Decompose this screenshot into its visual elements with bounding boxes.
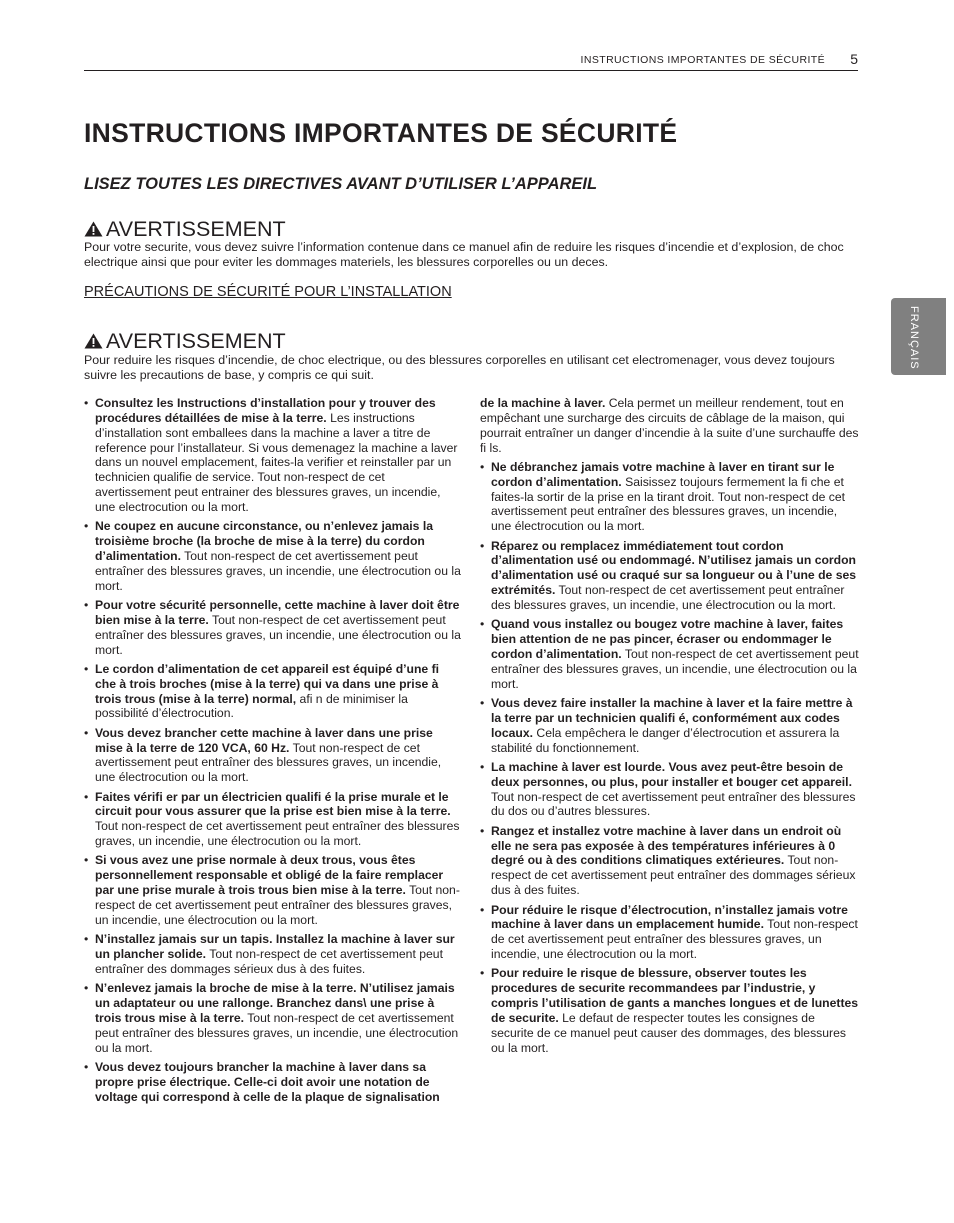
warning-label-1: AVERTISSEMENT: [106, 217, 286, 241]
safety-item: [480, 760, 860, 819]
bullet-icon: •: [84, 853, 89, 868]
warning-icon: [84, 333, 103, 349]
safety-item: [84, 932, 462, 977]
safety-item-bold: Rangez et installez votre machine à laver dans un endroit où elle ne sera pas exposée à des températures inférieures à 0 degré ou à des conditions climatiques extérieures.: [491, 823, 842, 868]
safety-item-text: Les instructions d’installation sont emballees dans la machine a laver a titre de reference pour l’installateur. Si vous demenagez la machine a laver dans un nouvel emplacement, faites-la verifier et reinstaller par un technicien qualifie de service. Tout non-respect de cet avertissement peut entrainer des blessures graves, un incendie, une electrocution ou la mort.: [95, 410, 458, 514]
safety-item-text: Tout non-respect de cet avertissement peut entraîner des blessures graves, un incendie, une électrocution ou la mort.: [491, 917, 858, 962]
bullet-icon: •: [480, 759, 485, 774]
safety-item: [84, 519, 462, 593]
safety-item-bold: N’installez jamais sur un tapis. Installez la machine à laver sur un plancher solide.: [95, 932, 455, 962]
safety-item-bold: Le cordon d’alimentation de cet appareil est équipé d’une fi che à trois broches (mise à la terre) qui va dans une prise à trois trous (mise à la terre) normal,: [95, 661, 440, 706]
safety-item-text: Tout non-respect de cet avertissement peut entraîner des blessures graves, un incendie, une électrocution ou la mort.: [95, 548, 461, 593]
bullet-icon: •: [84, 725, 89, 740]
safety-item-text: Tout non-respect de cet avertissement peut entraîner des blessures graves, un incendie, une électrocution ou la mort.: [95, 1010, 459, 1055]
safety-item: [84, 981, 462, 1055]
bullet-icon: •: [480, 902, 485, 917]
warning-text-1: Pour votre securite, vous devez suivre l’information contenue dans ce manuel afin de reduire les risques d’incendie et d’explosion, de choc electrique ainsi que pour eviter les dommages materiels, les blessures corporelles ou un deces.: [84, 240, 844, 269]
running-header: [84, 52, 858, 71]
language-tab-label: FRANÇAIS: [908, 306, 920, 370]
safety-item: [480, 696, 860, 755]
warning-label-2: AVERTISSEMENT: [106, 329, 286, 353]
safety-item: [84, 662, 462, 721]
safety-item-text: Le defaut de respecter toutes les consignes de securite de ce manuel peut causer des dommages, des blessures ou la mort.: [491, 1010, 846, 1055]
bullet-icon: •: [84, 932, 89, 947]
safety-item-bold: Vous devez faire installer la machine à laver et la faire mettre à la terre par un technicien qualifi é, conformément aux codes locaux.: [491, 696, 853, 740]
safety-item: [480, 966, 860, 1055]
safety-item-text: Tout non-respect de cet avertissement peut entraîner des blessures graves, un incendie, une électrocution ou la mort.: [491, 583, 845, 612]
safety-item: [84, 1060, 462, 1105]
bullet-icon: •: [480, 459, 485, 474]
safety-item: [84, 853, 462, 927]
safety-item-bold: Vous devez toujours brancher la machine à laver dans sa propre prise électrique. Celle-ci doit avoir une notation de voltage qui correspond à celle de la plaque de signalisation: [95, 1059, 440, 1104]
warning-heading-2: [84, 329, 286, 353]
safety-item-text: afi n de minimiser la possibilité d’électrocution.: [95, 691, 408, 721]
safety-item-text: Cela permet un meilleur rendement, tout en empêchant une surcharge des circuits de câblage de la maison, qui pourrait entraîner un danger d’incendie à la suite d’une surchauffe des fi ls.: [480, 396, 859, 455]
safety-item-bold: Vous devez brancher cette machine à laver dans une prise mise à la terre de 120 VCA, 60 Hz.: [95, 725, 433, 755]
safety-item-bold: Réparez ou remplacez immédiatement tout cordon d’alimentation usé ou endommagé. N’utilisez jamais un cordon d’alimentation usé ou craqué sur sa longueur ou à l’une de ses extrémités.: [491, 538, 857, 598]
warning-icon: [84, 221, 103, 237]
safety-item-text: Tout non-respect de cet avertissement peut entraîner des blessures graves, un incendie, une électrocution ou la mort.: [95, 819, 460, 849]
safety-item-bold: Pour reduire le risque de blessure, observer toutes les procedures de securite recommandees par l’industrie, y compris l’utilisation de gants a manches longues et de lunettes de securite.: [491, 966, 859, 1025]
safety-item-bold: Pour réduire le risque d’électrocution, n’installez jamais votre machine à laver dans un emplacement humide.: [491, 902, 848, 932]
page-number: 5: [850, 51, 858, 67]
bullet-icon: •: [480, 617, 485, 632]
safety-item: [480, 396, 860, 455]
bullet-icon: •: [84, 661, 89, 676]
right-column: [480, 396, 860, 1060]
safety-item: [480, 903, 860, 962]
bullet-icon: •: [480, 538, 485, 553]
section-heading: PRÉCAUTIONS DE SÉCURITÉ POUR L’INSTALLATION: [84, 284, 452, 300]
bullet-icon: •: [480, 823, 485, 838]
safety-item-text: Saisissez toujours fermement la fi che et faites-la sortir de la prise en la tirant droit. Tout non-respect de cet avertissement peut entraîner des blessures graves, un incendie, une électrocution ou la mort.: [491, 474, 846, 534]
safety-item-text: Tout non-respect de cet avertissement peut entraîner des dommages sérieux dus à des fuites.: [95, 947, 443, 976]
left-column: [84, 396, 462, 1109]
safety-item-bold: Consultez les Instructions d’installation pour y trouver des procédures détaillées de mise à la terre.: [95, 396, 436, 425]
bullet-icon: •: [480, 966, 485, 981]
safety-item: [84, 598, 462, 657]
bullet-icon: •: [84, 597, 89, 612]
page-title: INSTRUCTIONS IMPORTANTES DE SÉCURITÉ: [84, 118, 678, 148]
running-title: INSTRUCTIONS IMPORTANTES DE SÉCURITÉ: [580, 54, 825, 66]
safety-item: [480, 539, 860, 613]
bullet-icon: •: [84, 1059, 89, 1074]
safety-item-bold: de la machine à laver.: [480, 396, 606, 410]
safety-item-bold: Ne coupez en aucune circonstance, ou n’enlevez jamais la troisième broche (la broche de mise à la terre) du cordon d’alimentation.: [95, 519, 433, 563]
bullet-icon: •: [84, 789, 89, 804]
safety-item-text: Tout non-respect de cet avertissement peut entraîner des dommages sérieux dus à des fuites.: [491, 853, 856, 898]
safety-item-text: Tout non-respect de cet avertissement peut entraîner des blessures graves, un incendie, une électrocution ou la mort.: [491, 647, 859, 691]
bullet-icon: •: [480, 696, 485, 711]
safety-item-bold: Quand vous installez ou bougez votre machine à laver, faites bien attention de ne pas pincer, écraser ou endommager le cordon d’alimentation.: [491, 617, 844, 661]
safety-item: [480, 617, 860, 691]
safety-item-bold: La machine à laver est lourde. Vous avez peut-être besoin de deux personnes, ou plus, pour installer et bouger cet appareil.: [491, 759, 852, 789]
safety-item-bold: Pour votre sécurité personnelle, cette machine à laver doit être bien mise à la terre.: [95, 597, 460, 627]
safety-item: [480, 824, 860, 898]
safety-item: [84, 726, 462, 785]
safety-item-bold: Ne débranchez jamais votre machine à laver en tirant sur le cordon d’alimentation.: [491, 459, 835, 489]
safety-item-text: Tout non-respect de cet avertissement peut entraîner des blessures du dos ou d’autres blessures.: [491, 789, 856, 819]
safety-item: [84, 396, 462, 515]
safety-item-bold: Faites vérifi er par un électricien qualifi é la prise murale et le circuit pour vous assurer que la prise est bien mise à la terre.: [95, 789, 451, 819]
bullet-icon: •: [84, 519, 89, 534]
bullet-icon: •: [84, 981, 89, 996]
safety-item-bold: N’enlevez jamais la broche de mise à la terre. N’utilisez jamais un adaptateur ou une rallonge. Branchez dans\ une prise à trois trous mise à la terre.: [95, 981, 455, 1025]
warning-heading-1: [84, 217, 286, 241]
safety-item: [84, 790, 462, 849]
safety-item-text: Tout non-respect de cet avertissement peut entraîner des blessures graves, un incendie, une électrocution ou la mort.: [95, 612, 461, 657]
page-subtitle: LISEZ TOUTES LES DIRECTIVES AVANT D’UTILISER L’APPAREIL: [84, 175, 598, 193]
warning-text-2: Pour reduire les risques d’incendie, de choc electrique, ou des blessures corporelles en utilisant cet electromenager, vous devez toujours suivre les precautions de base, y compris ce qui suit.: [84, 353, 835, 382]
safety-item: [480, 460, 860, 534]
safety-item-bold: Si vous avez une prise normale à deux trous, vous êtes personnellement responsable et obligé de la faire remplacer par une prise murale à trois trous bien mise à la terre.: [95, 853, 444, 898]
safety-item-text: Tout non-respect de cet avertissement peut entraîner des blessures graves, un incendie, une électrocution ou la mort.: [95, 883, 460, 927]
language-tab: [891, 298, 946, 375]
safety-item-text: Cela empêchera le danger d’électrocution et assurera la stabilité du fonctionnement.: [491, 725, 840, 755]
safety-item-text: Tout non-respect de cet avertissement peut entraîner des blessures graves, un incendie, une électrocution ou la mort.: [95, 740, 442, 785]
bullet-icon: •: [84, 396, 89, 410]
